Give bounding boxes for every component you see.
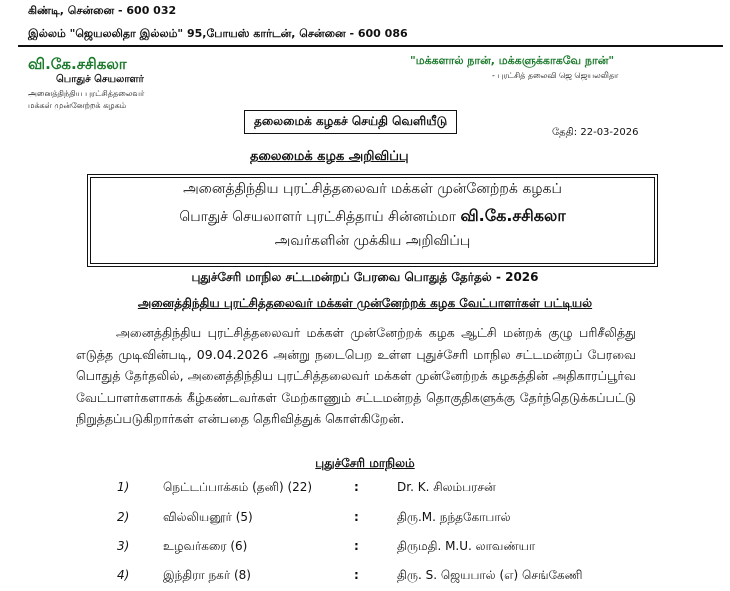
announcement-box [87, 174, 658, 267]
constituency-name: இந்திரா நகர் (8) [163, 568, 251, 582]
candidate-number: 3) [117, 539, 130, 553]
candidates-list-title: அனைத்திந்திய புரட்சித்தலைவர் மக்கள் முன்னேற்றக் கழக வேட்பாளர்கள் பட்டியல் [137, 296, 593, 310]
constituency-name: வில்லியனூர் (5) [163, 510, 253, 524]
constituency-name: நெட்டப்பாக்கம் (தனி) (22) [163, 480, 313, 494]
candidate-number: 1) [117, 480, 130, 494]
announcement-line-2-prefix: பொதுச் செயலாளர் புரட்சித்தாய் சின்னம்மா [179, 209, 456, 225]
region-heading: புதுச்சேரி மாநிலம் [315, 456, 415, 470]
address-line-2: இல்லம் "ஜெயலலிதா இல்லம்" 95,போயஸ் கார்டன், சென்னை - 600 086 [28, 27, 408, 40]
announcement-line-3: அவர்களின் முக்கிய அறிவிப்பு [274, 233, 471, 249]
header-divider [18, 45, 723, 47]
separator: : [354, 568, 359, 582]
announcement-leader-name: வி.கே.சசிகலா [460, 206, 566, 225]
press-release-heading: தலைமைக் கழகச் செய்தி வெளியீடு [244, 110, 457, 134]
candidate-name: திரு. S. ஜெயபால் (எ) செங்கேணி [397, 568, 583, 582]
separator: : [354, 480, 359, 494]
motto-quote: "மக்களால் நான், மக்களுக்காகவே நான்" [410, 54, 615, 67]
announcement-line-2 [88, 206, 657, 227]
separator: : [354, 510, 359, 524]
candidate-number: 2) [117, 510, 130, 524]
sender-role: பொதுச் செயலாளர் [56, 74, 144, 85]
sender-name: வி.கே.சசிகலா [28, 55, 127, 73]
organization-line-2: மக்கள் முன்னேற்றக் கழகம் [28, 101, 127, 110]
election-title: புதுச்சேரி மாநில சட்டமன்றப் பேரவை பொதுத் தேர்தல் - 2026 [191, 270, 539, 284]
candidate-number: 4) [117, 568, 130, 582]
candidate-row [0, 539, 730, 559]
announcement-paragraph: அனைத்திந்திய புரட்சித்தலைவர் மக்கள் முன்னேற்றக் கழக ஆட்சி மன்றக் குழு பரிசீலித்து எடுத்த முடிவின்படி, 09.04.2026 அன்று நடைபெற உள்ள புதுச்சேரி மாநில சட்டமன்றப் பேரவை பொதுத் தேர்தலில், அனைத்திந்திய புரட்சித்தலைவர் மக்கள் முன்னேற்றக் கழகத்தின் அதிகாரப்பூர்வ வேட்பாளர்களாகக் கீழ்கண்டவர்கள் மேற்காணும் சட்டமன்றத் தொகுதிகளுக்கு தேர்ந்தெடுக்கப்பட்டு நிறுத்தப்படுகிறார்கள் என்பதை தெரிவித்துக் கொள்கிறேன். [76, 325, 636, 426]
candidate-name: திரு.M. நந்தகோபால் [397, 510, 511, 524]
release-date: தேதி: 22-03-2026 [552, 127, 639, 138]
candidate-row [0, 480, 730, 500]
constituency-name: உழவர்கரை (6) [163, 539, 248, 553]
candidate-row [0, 510, 730, 530]
announcement-line-1: அனைத்திந்திய புரட்சித்தலைவர் மக்கள் முன்னேற்றக் கழகப் [183, 181, 562, 197]
separator: : [354, 539, 359, 553]
candidate-row [0, 568, 730, 588]
notice-heading: தலைமைக் கழக அறிவிப்பு [250, 149, 409, 164]
address-line-1: கிண்டி, சென்னை - 600 032 [28, 4, 177, 17]
organization-line-1: அனைத்திந்திய புரட்சித்தலைவர் [28, 89, 145, 98]
quote-attribution: - புரட்சித் தலைவி ஜெ ஜெயலலிதா [492, 71, 619, 80]
candidate-name: திருமதி. M.U. லாவண்யா [397, 539, 536, 553]
candidate-name: Dr. K. சிலம்பரசன் [397, 480, 496, 494]
